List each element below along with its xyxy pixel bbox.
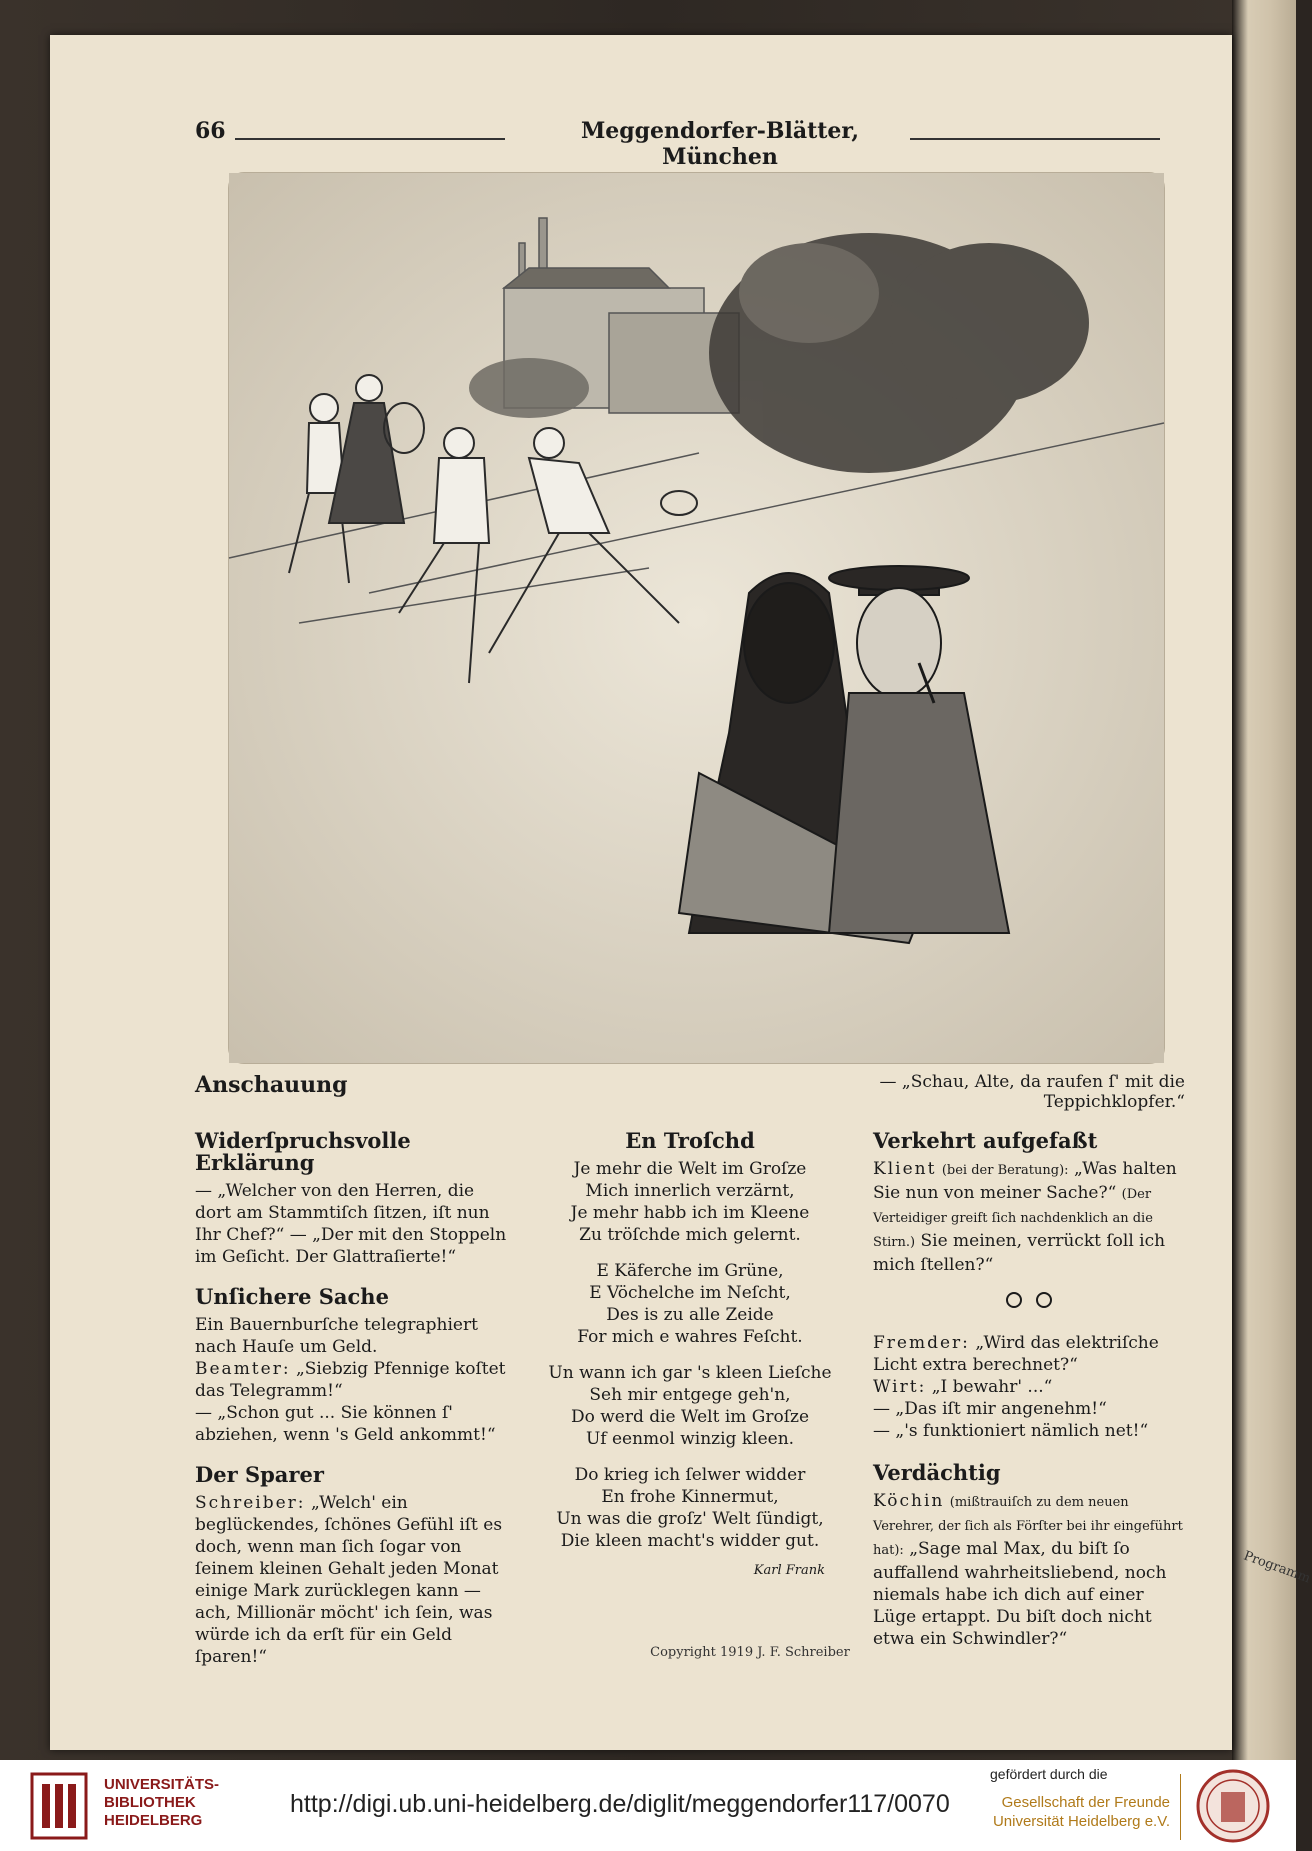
library-name-line: UNIVERSITÄTS- (104, 1776, 220, 1793)
poem-line: Uf eenmol winzig kleen. (585, 1429, 795, 1449)
page-header (195, 118, 1175, 170)
footer-divider (1180, 1774, 1181, 1840)
section-separator (873, 1290, 1185, 1314)
speech-klient-2: Sie meinen, verrückt ſoll ich mich ſtellen?“ (873, 1231, 1166, 1275)
speaker-fremder: Fremder: (873, 1333, 970, 1353)
column-left (195, 1130, 515, 1668)
text-verdaechtig (873, 1490, 1185, 1650)
poem-line: Je mehr die Welt im Groſze (573, 1159, 807, 1179)
text-erklaerung: — „Welcher von den Herren, die dort am Stammtiſch ſitzen, iſt nun Ihr Chef?“ — „Der mit den Stoppeln im Geſicht. Der Glattraſierte!“ (195, 1181, 507, 1267)
speech-schreiber: „Welch' ein beglückendes, ſchönes Gefühl iſt es doch, wenn man ſich ſogar von ſeinem kleinen Gehalt jeden Monat einige Mark zurücklegen kann — ach, Millionär möcht' ich ſein, was würde ich da erſt für ein Geld ſparen!“ (195, 1493, 503, 1667)
header-ornament-left (235, 128, 505, 140)
text-reply-2: — „'s funktioniert nämlich net!“ (873, 1421, 1149, 1441)
library-name-line: BIBLIOTHEK (104, 1794, 196, 1811)
poem-stanza (530, 1362, 850, 1450)
speaker-klient: Klient (873, 1159, 937, 1179)
cartoon-title: Anschauung (195, 1072, 348, 1098)
adjacent-page-text: Programm (1241, 1548, 1312, 1587)
speech-beamter: „Siebzig Pfennige koſtet das Telegramm!“ (195, 1359, 506, 1401)
poem-line: Un was die groſz' Welt ſündigt, (556, 1509, 824, 1529)
poem-line: Seh mir entgege geh'n, (589, 1385, 791, 1405)
speaker-schreiber: Schreiber: (195, 1493, 306, 1513)
speaker-beamter: Beamter: (195, 1359, 291, 1379)
poem-line: Des is zu alle Zeide (606, 1305, 774, 1325)
library-logo-icon (30, 1772, 88, 1840)
speech-klient: „Was halten Sie nun von meiner Sache?“ (873, 1159, 1177, 1203)
digitization-footer (0, 1760, 1296, 1851)
library-name-line: HEIDELBERG (104, 1812, 203, 1829)
sponsor-name-line: Universität Heidelberg e.V. (992, 1813, 1170, 1830)
tennis-scene-drawing (229, 173, 1164, 1063)
poem-title: En Troſchd (625, 1128, 755, 1153)
heading-unsichere-sache: Unſichere Sache (195, 1284, 389, 1309)
permalink-url[interactable]: http://digi.ub.uni-heidelberg.de/diglit/meggendorfer117/0070 (290, 1790, 950, 1818)
poem-line: Zu tröſchde mich gelernt. (579, 1225, 801, 1245)
poem-stanza (530, 1158, 850, 1246)
note-verteidiger: (Der Verteidiger greift ſich nachdenklich an die Stirn.) (873, 1187, 1153, 1250)
text-fremder (873, 1332, 1185, 1376)
column-right (873, 1130, 1185, 1650)
text-unsichere-sache-dialog (195, 1358, 515, 1402)
journal-title: Meggendorfer-Blätter, München (580, 118, 860, 170)
header-ornament-right (910, 128, 1160, 140)
note-klient: (bei der Beratung): (941, 1163, 1069, 1178)
sponsor-label: gefördert durch die (990, 1766, 1108, 1782)
copyright-line: Copyright 1919 J. F. Schreiber (650, 1645, 850, 1660)
heading-verkehrt: Verkehrt aufgefaßt (873, 1128, 1098, 1153)
poem-stanza (530, 1464, 850, 1552)
library-name (104, 1776, 219, 1830)
poem-line: Do werd die Welt im Groſze (570, 1407, 810, 1427)
speaker-koechin: Köchin (873, 1491, 945, 1511)
cartoon-illustration (228, 172, 1165, 1064)
poem-line: Die kleen macht's widder gut. (560, 1531, 820, 1551)
speaker-wirt: Wirt: (873, 1377, 927, 1397)
text-verkehrt (873, 1158, 1185, 1276)
text-unsichere-sache-intro: Ein Bauernburſche telegraphiert nach Hauſe um Geld. (195, 1315, 478, 1357)
poem-author: Karl Frank (753, 1563, 825, 1578)
poem-line: E Käferche im Grüne, (596, 1261, 784, 1281)
heading-verdaechtig: Verdächtig (873, 1460, 1001, 1485)
note-koechin: (mißtrauiſch zu dem neuen Verehrer, der ſich als Förſter bei ihr eingeführt hat): (873, 1495, 1183, 1558)
poem-line: Do krieg ich ſelwer widder (574, 1465, 806, 1485)
poem-line: E Vöchelche im Neſcht, (589, 1283, 791, 1303)
adjacent-page-edge (1232, 0, 1312, 1760)
text-unsichere-sache-reply: — „Schon gut ... Sie können ſ' abziehen, wenn 's Geld ankommt!“ (195, 1403, 496, 1445)
heading-erklaerung: Widerſpruchsvolle Erklärung (195, 1128, 411, 1175)
sponsor-name-line: Gesellschaft der Freunde (1001, 1794, 1170, 1811)
poem-line: Mich innerlich verzärnt, (585, 1181, 795, 1201)
poem-line: Un wann ich gar 's kleen Lieſche (548, 1363, 832, 1383)
cartoon-caption: — „Schau, Alte, da raufen ſ' mit die Teppichklopfer.“ (879, 1072, 1185, 1112)
speech-wirt: „I bewahr' ...“ (931, 1377, 1053, 1397)
separator-ornament-icon (999, 1290, 1059, 1310)
sponsor-name (980, 1793, 1170, 1831)
page-number: 66 (195, 118, 226, 144)
university-seal-icon (1195, 1768, 1271, 1844)
poem-stanza (530, 1260, 850, 1348)
column-poem (530, 1130, 850, 1582)
text-reply-1: — „Das iſt mir angenehm!“ (873, 1399, 1107, 1419)
poem-line: Je mehr habb ich im Kleene (570, 1203, 810, 1223)
poem-line: En frohe Kinnermut, (601, 1487, 779, 1507)
text-der-sparer (195, 1492, 515, 1668)
heading-der-sparer: Der Sparer (195, 1462, 324, 1487)
text-wirt (873, 1376, 1185, 1398)
speech-fremder: „Wird das elektriſche Licht extra berechnet?“ (873, 1333, 1159, 1375)
poem-line: For mich e wahres Feſcht. (577, 1327, 803, 1347)
speech-koechin: „Sage mal Max, du biſt ſo auffallend wahrheitsliebend, noch niemals habe ich dich auf einer Lüge ertappt. Du biſt doch nicht etwa ein Schwindler?“ (873, 1539, 1167, 1649)
